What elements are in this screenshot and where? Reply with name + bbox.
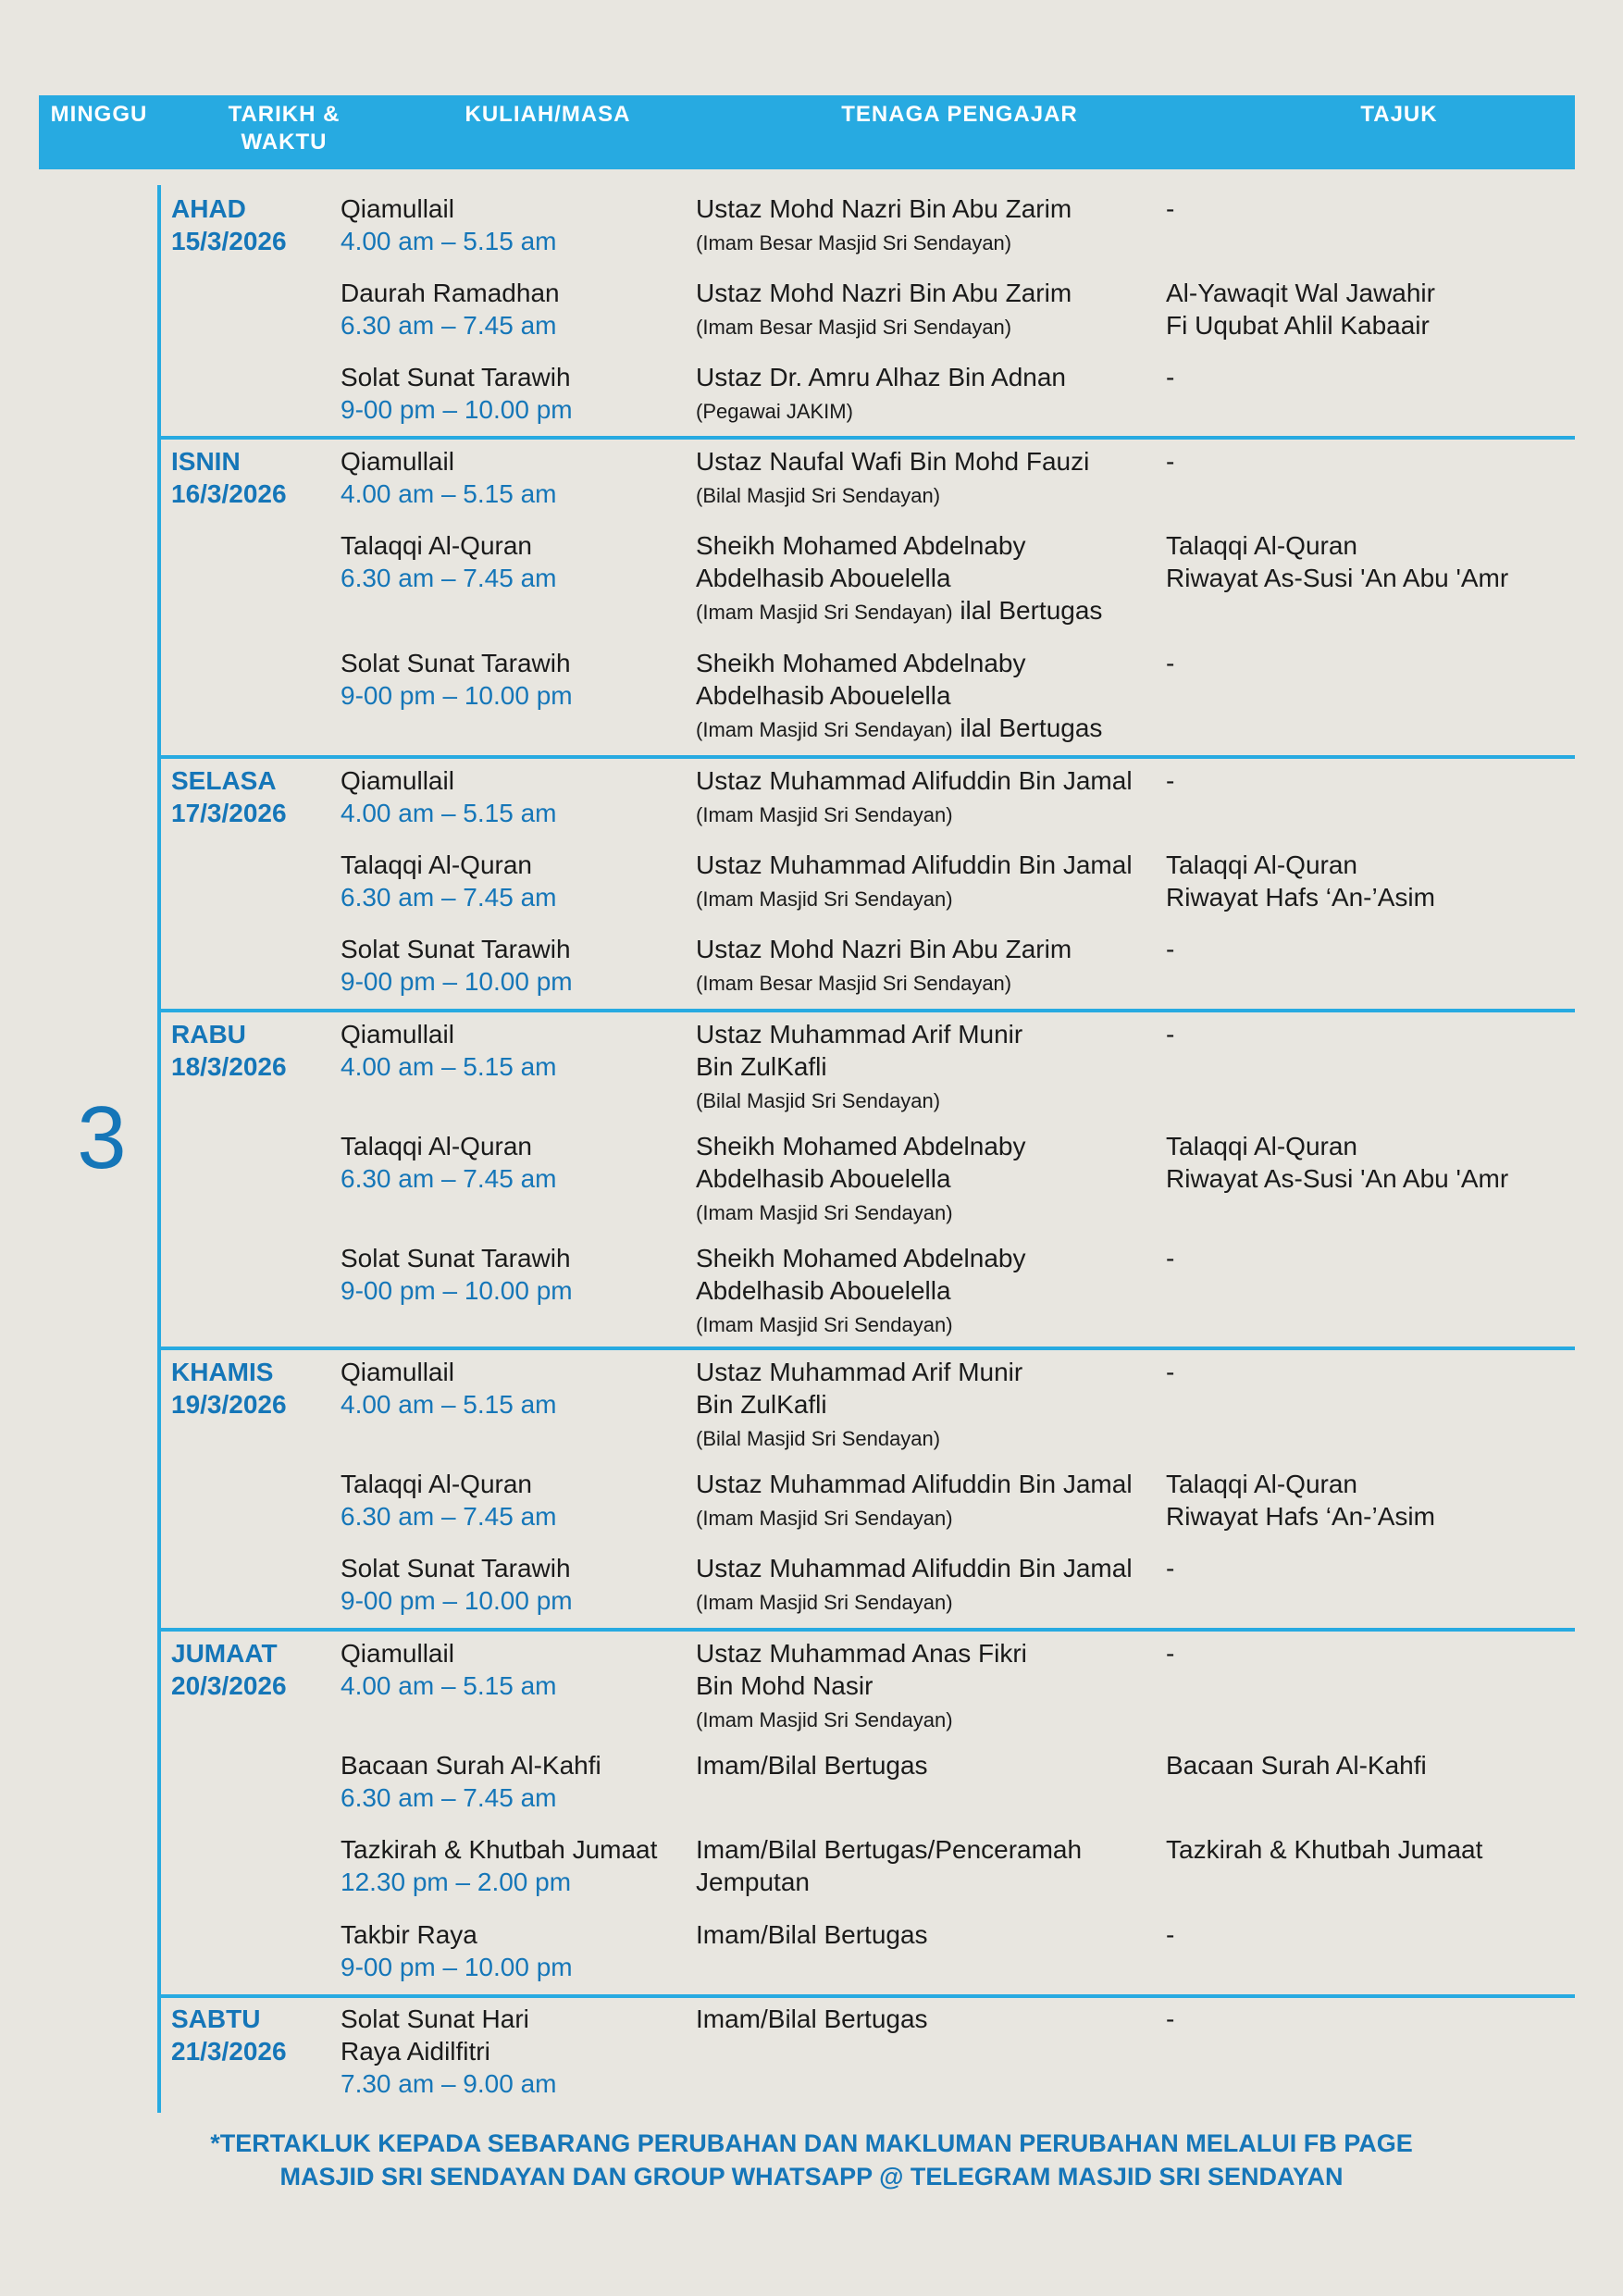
activity-time: 4.00 am – 5.15 am [341,1671,557,1700]
speaker-name: Imam/Bilal Bertugas/Penceramah [696,1835,1083,1864]
topic-text: Tazkirah & Khutbah Jumaat [1166,1835,1483,1864]
day-date: 18/3/2026 [171,1052,287,1081]
topic-cell [1166,1833,1573,1866]
topic-text: - [1166,447,1175,476]
speaker-name-2: Abdelhasib Abouelella [696,1276,951,1305]
activity-time: 9-00 pm – 10.00 pm [341,967,573,996]
day-date: 19/3/2026 [171,1390,287,1419]
activity-name: Qiamullail [341,766,454,795]
speaker-name: Sheikh Mohamed Abdelnaby [696,531,1026,560]
speaker-cell [696,361,1163,426]
speaker-cell [696,1130,1163,1227]
activity-name: Talaqqi Al-Quran [341,850,533,879]
speaker-role: (Imam Masjid Sri Sendayan) [696,1507,953,1530]
day-separator [157,1994,1575,1998]
speaker-name-2: Bin ZulKafli [696,1390,827,1419]
speaker-name: Ustaz Muhammad Alifuddin Bin Jamal [696,1554,1133,1582]
activity-cell [341,1468,683,1533]
activity-time: 4.00 am – 5.15 am [341,479,557,508]
speaker-role-extra: ilal Bertugas [952,596,1103,625]
speaker-cell [696,1242,1163,1339]
speaker-cell [696,1918,1163,1951]
topic-text: - [1166,1020,1175,1049]
speaker-name: Ustaz Mohd Nazri Bin Abu Zarim [696,194,1072,223]
topic-text: Talaqqi Al-Quran [1166,1470,1358,1498]
speaker-name: Ustaz Muhammad Alifuddin Bin Jamal [696,1470,1133,1498]
activity-name: Solat Sunat Tarawih [341,363,571,391]
speaker-role: (Imam Besar Masjid Sri Sendayan) [696,231,1012,254]
speaker-role: (Imam Besar Masjid Sri Sendayan) [696,972,1012,995]
day-name: KHAMIS [171,1358,274,1386]
speaker-name: Ustaz Muhammad Alifuddin Bin Jamal [696,766,1133,795]
day-name: SABTU [171,2004,261,2033]
topic-text: - [1166,194,1175,223]
topic-cell [1166,1018,1573,1050]
topic-text: - [1166,935,1175,963]
footer-notice [93,2127,1530,2193]
topic-text-2: Fi Uqubat Ahlil Kabaair [1166,311,1430,340]
header-waktu: WAKTU [241,130,328,155]
speaker-cell [696,529,1163,627]
activity-name: Takbir Raya [341,1920,477,1949]
activity-cell [341,529,683,594]
activity-name: Daurah Ramadhan [341,279,560,307]
activity-name: Qiamullail [341,1358,454,1386]
speaker-role: (Imam Masjid Sri Sendayan) [696,1708,953,1731]
activity-time: 4.00 am – 5.15 am [341,1390,557,1419]
topic-text: - [1166,1920,1175,1949]
activity-name: Qiamullail [341,1639,454,1668]
speaker-name: Sheikh Mohamed Abdelnaby [696,1132,1026,1160]
topic-cell [1166,1242,1573,1274]
topic-cell [1166,277,1573,341]
header-kuliah-masa: KULIAH/MASA [465,102,631,127]
activity-name: Qiamullail [341,194,454,223]
speaker-name-2: Abdelhasib Abouelella [696,1164,951,1193]
topic-cell [1166,764,1573,797]
day-date: 21/3/2026 [171,2037,287,2066]
topic-cell [1166,1468,1573,1533]
topic-text: - [1166,1244,1175,1272]
speaker-role: (Imam Masjid Sri Sendayan) [696,1313,953,1336]
topic-text: - [1166,2004,1175,2033]
header-minggu: MINGGU [50,102,148,127]
activity-time: 9-00 pm – 10.00 pm [341,1953,573,1981]
header-tarikh: TARIKH & [228,102,341,127]
table-header [39,95,1575,169]
day-date: 16/3/2026 [171,479,287,508]
speaker-name: Imam/Bilal Bertugas [696,1751,928,1780]
activity-cell [341,764,683,829]
day-label [171,1637,287,1702]
speaker-name: Sheikh Mohamed Abdelnaby [696,1244,1026,1272]
activity-name: Talaqqi Al-Quran [341,1470,533,1498]
speaker-name: Ustaz Dr. Amru Alhaz Bin Adnan [696,363,1066,391]
activity-cell [341,1637,683,1702]
activity-time: 6.30 am – 7.45 am [341,311,557,340]
speaker-name: Ustaz Mohd Nazri Bin Abu Zarim [696,935,1072,963]
speaker-cell [696,277,1163,341]
speaker-cell [696,192,1163,257]
speaker-name: Sheikh Mohamed Abdelnaby [696,649,1026,677]
day-label [171,764,287,829]
speaker-role: (Imam Masjid Sri Sendayan) [696,601,953,624]
topic-text: Talaqqi Al-Quran [1166,1132,1358,1160]
activity-name: Solat Sunat Tarawih [341,1244,571,1272]
speaker-role: (Imam Masjid Sri Sendayan) [696,887,953,911]
activity-name: Solat Sunat Tarawih [341,935,571,963]
day-name: AHAD [171,194,246,223]
topic-text: Bacaan Surah Al-Kahfi [1166,1751,1427,1780]
topic-cell [1166,361,1573,393]
day-name: ISNIN [171,447,241,476]
day-label [171,2003,287,2067]
topic-text: - [1166,1358,1175,1386]
activity-cell [341,1356,683,1421]
day-date: 15/3/2026 [171,227,287,255]
speaker-role: (Imam Masjid Sri Sendayan) [696,1591,953,1614]
speaker-role: (Bilal Masjid Sri Sendayan) [696,484,941,507]
day-date: 20/3/2026 [171,1671,287,1700]
activity-cell [341,445,683,510]
activity-cell [341,1552,683,1617]
topic-cell [1166,2003,1573,2035]
speaker-name-2: Abdelhasib Abouelella [696,681,951,710]
header-tenaga-pengajar: TENAGA PENGAJAR [841,102,1078,127]
activity-time: 12.30 pm – 2.00 pm [341,1868,572,1896]
topic-cell [1166,647,1573,679]
topic-cell [1166,529,1573,594]
speaker-name: Ustaz Muhammad Anas Fikri [696,1639,1027,1668]
speaker-name: Imam/Bilal Bertugas [696,1920,928,1949]
day-label [171,1356,287,1421]
activity-cell [341,1242,683,1307]
activity-name: Qiamullail [341,1020,454,1049]
day-name: JUMAAT [171,1639,278,1668]
topic-text: - [1166,1554,1175,1582]
speaker-name: Ustaz Muhammad Arif Munir [696,1358,1023,1386]
day-separator [157,436,1575,440]
speaker-name-2: Bin ZulKafli [696,1052,827,1081]
speaker-cell [696,1749,1163,1781]
activity-name: Talaqqi Al-Quran [341,531,533,560]
day-separator [157,755,1575,759]
speaker-role: (Imam Masjid Sri Sendayan) [696,718,953,741]
day-name: SELASA [171,766,277,795]
activity-time: 9-00 pm – 10.00 pm [341,1586,573,1615]
activity-time: 4.00 am – 5.15 am [341,799,557,827]
speaker-name: Imam/Bilal Bertugas [696,2004,928,2033]
speaker-role: (Imam Masjid Sri Sendayan) [696,1201,953,1224]
topic-cell [1166,1552,1573,1584]
activity-time: 4.00 am – 5.15 am [341,227,557,255]
day-separator [157,1009,1575,1012]
speaker-role: (Bilal Masjid Sri Sendayan) [696,1427,941,1450]
topic-text-2: Riwayat Hafs ‘An-’Asim [1166,883,1435,912]
activity-time: 6.30 am – 7.45 am [341,883,557,912]
topic-text: - [1166,1639,1175,1668]
activity-name: Bacaan Surah Al-Kahfi [341,1751,601,1780]
speaker-role: (Imam Masjid Sri Sendayan) [696,803,953,826]
topic-text-2: Riwayat Hafs ‘An-’Asim [1166,1502,1435,1531]
activity-cell [341,2003,683,2100]
speaker-cell [696,1833,1163,1898]
speaker-name: Ustaz Muhammad Arif Munir [696,1020,1023,1049]
speaker-role-extra: ilal Bertugas [952,714,1103,742]
day-label [171,192,287,257]
topic-cell [1166,933,1573,965]
topic-text: - [1166,766,1175,795]
activity-time: 4.00 am – 5.15 am [341,1052,557,1081]
speaker-cell [696,2003,1163,2035]
speaker-name: Ustaz Muhammad Alifuddin Bin Jamal [696,850,1133,879]
speaker-cell [696,647,1163,744]
topic-text: Talaqqi Al-Quran [1166,850,1358,879]
activity-cell [341,1749,683,1814]
activity-time: 9-00 pm – 10.00 pm [341,395,573,424]
activity-name: Solat Sunat Tarawih [341,1554,571,1582]
footer-line-2: MASJID SRI SENDAYAN DAN GROUP WHATSAPP @ TELEGRAM MASJID SRI SENDAYAN [279,2163,1344,2191]
week-number: 3 [77,1088,127,1187]
activity-cell [341,1918,683,1983]
activity-time: 6.30 am – 7.45 am [341,1502,557,1531]
speaker-cell [696,933,1163,998]
activity-time: 6.30 am – 7.45 am [341,564,557,592]
topic-cell [1166,1918,1573,1951]
speaker-cell [696,1018,1163,1115]
activity-name: Qiamullail [341,447,454,476]
activity-name: Solat Sunat Tarawih [341,649,571,677]
activity-name: Talaqqi Al-Quran [341,1132,533,1160]
speaker-role: (Pegawai JAKIM) [696,400,853,423]
speaker-cell [696,1552,1163,1617]
activity-time: 9-00 pm – 10.00 pm [341,1276,573,1305]
activity-name-2: Raya Aidilfitri [341,2037,490,2066]
topic-cell [1166,849,1573,913]
activity-cell [341,1018,683,1083]
topic-cell [1166,1637,1573,1669]
speaker-cell [696,1356,1163,1453]
topic-cell [1166,1356,1573,1388]
day-label [171,445,287,510]
speaker-cell [696,1468,1163,1533]
topic-cell [1166,445,1573,478]
speaker-cell [696,1637,1163,1734]
activity-name: Solat Sunat Hari [341,2004,529,2033]
activity-cell [341,361,683,426]
activity-cell [341,192,683,257]
activity-time: 7.30 am – 9.00 am [341,2069,557,2098]
speaker-name: Ustaz Naufal Wafi Bin Mohd Fauzi [696,447,1090,476]
timeline-line [157,185,161,2113]
activity-cell [341,647,683,712]
topic-text-2: Riwayat As-Susi 'An Abu 'Amr [1166,564,1509,592]
activity-time: 9-00 pm – 10.00 pm [341,681,573,710]
topic-text: Talaqqi Al-Quran [1166,531,1358,560]
day-name: RABU [171,1020,246,1049]
topic-text: - [1166,649,1175,677]
speaker-name-2: Jemputan [696,1868,810,1896]
speaker-role: (Bilal Masjid Sri Sendayan) [696,1089,941,1112]
topic-cell [1166,1130,1573,1195]
speaker-role: (Imam Besar Masjid Sri Sendayan) [696,316,1012,339]
activity-time: 6.30 am – 7.45 am [341,1783,557,1812]
activity-cell [341,849,683,913]
day-date: 17/3/2026 [171,799,287,827]
speaker-name: Ustaz Mohd Nazri Bin Abu Zarim [696,279,1072,307]
activity-cell [341,277,683,341]
day-label [171,1018,287,1083]
footer-line-1: *TERTAKLUK KEPADA SEBARANG PERUBAHAN DAN MAKLUMAN PERUBAHAN MELALUI FB PAGE [210,2129,1413,2157]
activity-time: 6.30 am – 7.45 am [341,1164,557,1193]
speaker-cell [696,849,1163,913]
day-separator [157,1628,1575,1632]
speaker-cell [696,445,1163,510]
day-separator [157,1347,1575,1350]
speaker-name-2: Bin Mohd Nasir [696,1671,873,1700]
topic-text: - [1166,363,1175,391]
topic-text: Al-Yawaqit Wal Jawahir [1166,279,1435,307]
activity-cell [341,1130,683,1195]
activity-cell [341,1833,683,1898]
speaker-cell [696,764,1163,829]
header-tajuk: TAJUK [1360,102,1438,127]
topic-cell [1166,192,1573,225]
topic-text-2: Riwayat As-Susi 'An Abu 'Amr [1166,1164,1509,1193]
activity-cell [341,933,683,998]
topic-cell [1166,1749,1573,1781]
activity-name: Tazkirah & Khutbah Jumaat [341,1835,658,1864]
speaker-name-2: Abdelhasib Abouelella [696,564,951,592]
